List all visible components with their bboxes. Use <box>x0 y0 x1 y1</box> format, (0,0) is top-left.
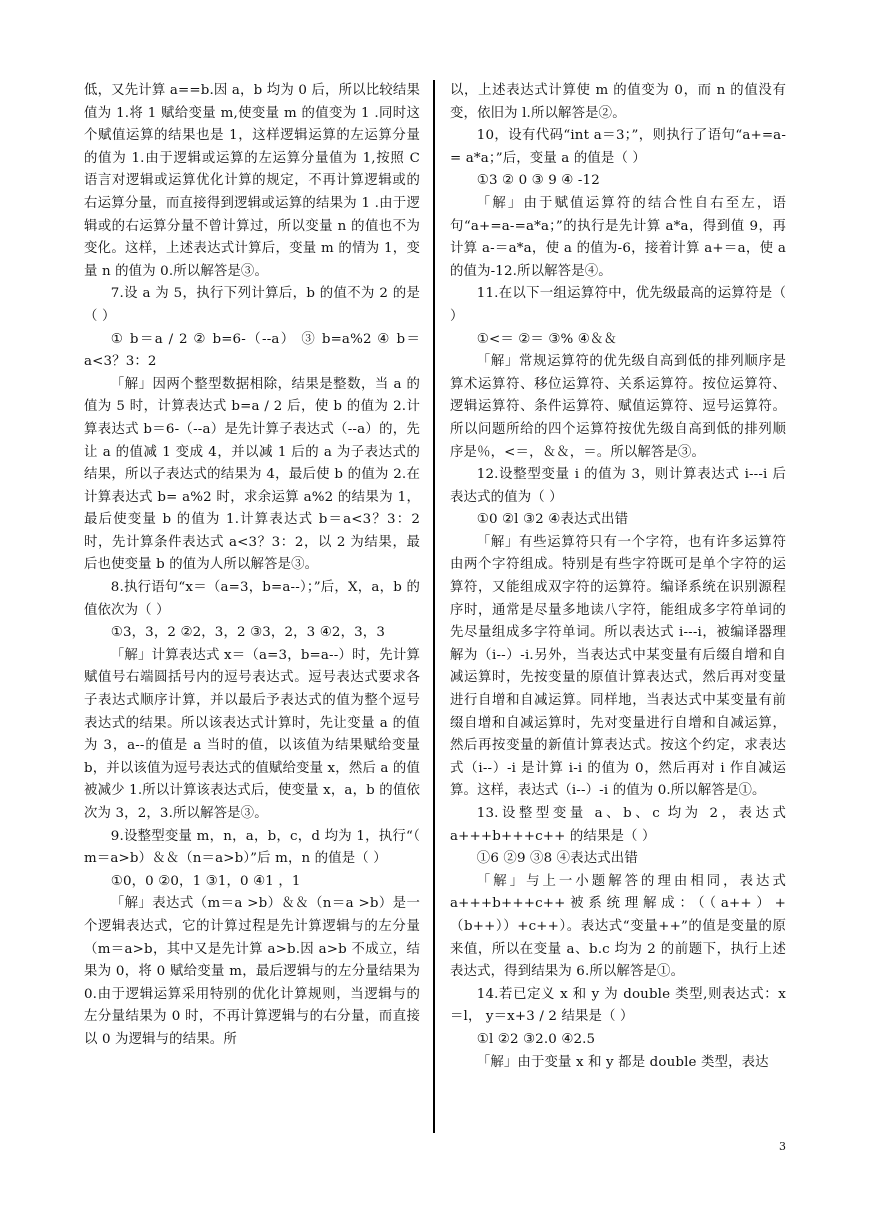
paragraph: 8.执行语句“x＝（a=3，b=a--）；”后，X，a，b 的值依次为（ ） <box>84 580 420 618</box>
paragraph: 「解」常规运算符的优先级自高到低的排列顺序是算术运算符、移位运算符、关系运算符。按位运算符、逻辑运算符、条件运算符、赋值运算符、逗号运算符。所以问题所给的四个运算符按优先级自高到低的排列顺序是％，<＝，＆＆，＝。所以解答是③。 <box>450 354 786 460</box>
right-column <box>450 80 786 1074</box>
paragraph: 「解」由于赋值运算符的结合性自右至左，语句“a+=a-=a*a；”的执行是先计算 a*a，得到值 9，再计算 a-＝a*a，使 a 的值为-6，接着计算 a+＝a，使 a 的值为-12.所以解答是④。 <box>450 195 786 279</box>
paragraph: 「解」计算表达式 x＝（a=3，b=a--）时，先计算赋值号右端圆括号内的逗号表达式。逗号表达式要求各子表达式顺序计算，并以最后予表达式的值为整个逗号表达式的结果。所以该表达式计算时，先让变量 a 的值为 3，a--的值是 a 当时的值，以该值为结果赋给变量 b，并以该值为逗号表达式的值赋给变量 x，然后 a 的值被减少 1.所以计算该表达式后，使变量 x，a，b 的值依次为 3，2，3.所以解答是③。 <box>84 647 420 821</box>
paragraph: 11.在以下一组运算符中，优先级最高的运算符是（ ） <box>450 286 786 324</box>
paragraph: 13.设整型变量 a、b、c 均为 2，表达式 a+++b+++c++ 的结果是（ ） <box>450 806 786 844</box>
paragraph: 7.设 a 为 5，执行下列计算后，b 的值不为 2 的是（ ） <box>84 286 420 324</box>
paragraph: ①<＝ ②＝ ③% ④＆＆ <box>476 331 618 347</box>
page-number: 3 <box>779 1140 786 1153</box>
paragraph: 「解」因两个整型数据相除，结果是整数，当 a 的值为 5 时，计算表达式 b=a / 2 后，使 b 的值为 2.计算表达式 b＝6-（--a）是先计算子表达式（--a）的，先让 a 的值减 1 变成 4，并以减 1 后的 a 为子表达式的结果，所以子表达式的结果为 4，最后使 b 的值为 2.在计算表达式 b= a%2 时，求余运算 a%2 的结果为 1，最后使变量 b 的值为 1.计算表达式 b＝a<3？3：2 时，先计算条件表达式 a<3？3：2，以 2 为结果，最后也使变量 b 的值为人所以解答是③。 <box>84 376 420 573</box>
paragraph: 低，又先计算 a==b.因 a，b 均为 0 后，所以比较结果值为 1.将 1 赋给变量 m,使变量 m 的值变为 1 .同时这个赋值运算的结果也是 1，这样逻辑运算的左运算分量的值为 1.由于逻辑或运算的左运算分量值为 1,按照 C 语言对逻辑或运算优化计算的规定，不再计算逻辑或的右运算分量，而直接得到逻辑或运算的结果为 1 .由于逻辑或的右运算分量不曾计算过，所以变量 n 的值也不为变化。这样，上述表达式计算后，变量 m 的情为 1，变量 n 的值为 0.所以解答是③。 <box>84 83 420 279</box>
paragraph: 14.若已定义 x 和 y 为 double 类型,则表达式：x＝l， y＝x+3 / 2 结果是（ ） <box>450 986 786 1025</box>
paragraph: ①6 ②9 ③8 ④表达式出错 <box>476 851 638 867</box>
paragraph: 以，上述表达式计算使 m 的值变为 0，而 n 的值没有变，依旧为 l.所以解答是②。 <box>450 83 786 121</box>
paragraph: ①3 ② 0 ③ 9 ④ -12 <box>476 173 600 189</box>
left-column <box>84 80 420 1052</box>
paragraph: 「解」与上一小题解答的理由相同，表达式 a+++b+++c++被系统理解成：（（a++）+（b++））+c++）。表达式“变量++”的值是变量的原来值，所以在变量 a、b.c 均为 2 的前题下，执行上述表达式，得到结果为 6.所以解答是①。 <box>450 873 786 980</box>
paragraph: 「解」由于变量 x 和 y 都是 double 类型，表达 <box>476 1054 769 1070</box>
paragraph: 「解」表达式（m＝a >b）＆＆（n＝a >b）是一个逻辑表达式，它的计算过程是先计算逻辑与的左分量（m＝a>b，其中又是先计算 a>b.因 a>b 不成立，结果为 0，将 0 赋给变量 m，最后逻辑与的左分量结果为 0.由于逻辑运算采用特别的优化计算规则，当逻辑与的左分量结果为 0 时，不再计算逻辑与的右分量，而直接以 0 为逻辑与的结果。所 <box>84 896 420 1047</box>
paragraph: ①3，3，2 ②2，3，2 ③3，2，3 ④2，3，3 <box>110 625 385 641</box>
paragraph: ①l ②2 ③2.0 ④2.5 <box>476 1031 596 1047</box>
paragraph: 10，设有代码“int a＝3；”，则执行了语句“a+=a-= a*a；”后，变量 a 的值是（ ） <box>450 128 786 166</box>
paragraph: 「解」有些运算符只有一个字符，也有许多运算符由两个字符组成。特别是有些字符既可是单个字符的运算符，又能组成双字符的运算符。编译系统在识别源程序时，通常是尽量多地读八字符，能组成多字符单词的先尽量组成多字符单词。所以表达式 i---i，被编译器理解为（i--）-i.另外，当表达式中某变量有后缀自增和自减运算时，先按变量的原值计算表达式，然后再对变量进行自增和自减运算。同样地，当表达式中某变量有前缀自增和自减运算时，先对变量进行自增和自减运算，然后再按变量的新值计算表达式。按这个约定，求表达式（i--）-i 是计算 i-i 的值为 0，然后再对 i 作自减运算。这样，表达式（i--）-i 的值为 0.所以解答是①。 <box>450 534 786 799</box>
paragraph: ①0，0 ②0，1 ③1，0 ④1 ，1 <box>110 873 301 889</box>
paragraph: 12.设整型变量 i 的值为 3，则计算表达式 i---i 后表达式的值为（ ） <box>450 467 786 505</box>
paragraph: 9.设整型变量 m，n，a，b，c，d 均为 1，执行“（ m＝a>b）＆＆（n＝a>b）”后 m，n 的值是（ ） <box>84 828 420 867</box>
paragraph: ① b＝a / 2 ② b=6-（--a） ③ b=a%2 ④ b＝a<3？3：2 <box>84 331 420 370</box>
paragraph: ①0 ②l ③2 ④表达式出错 <box>476 512 629 528</box>
column-divider <box>433 80 435 1133</box>
